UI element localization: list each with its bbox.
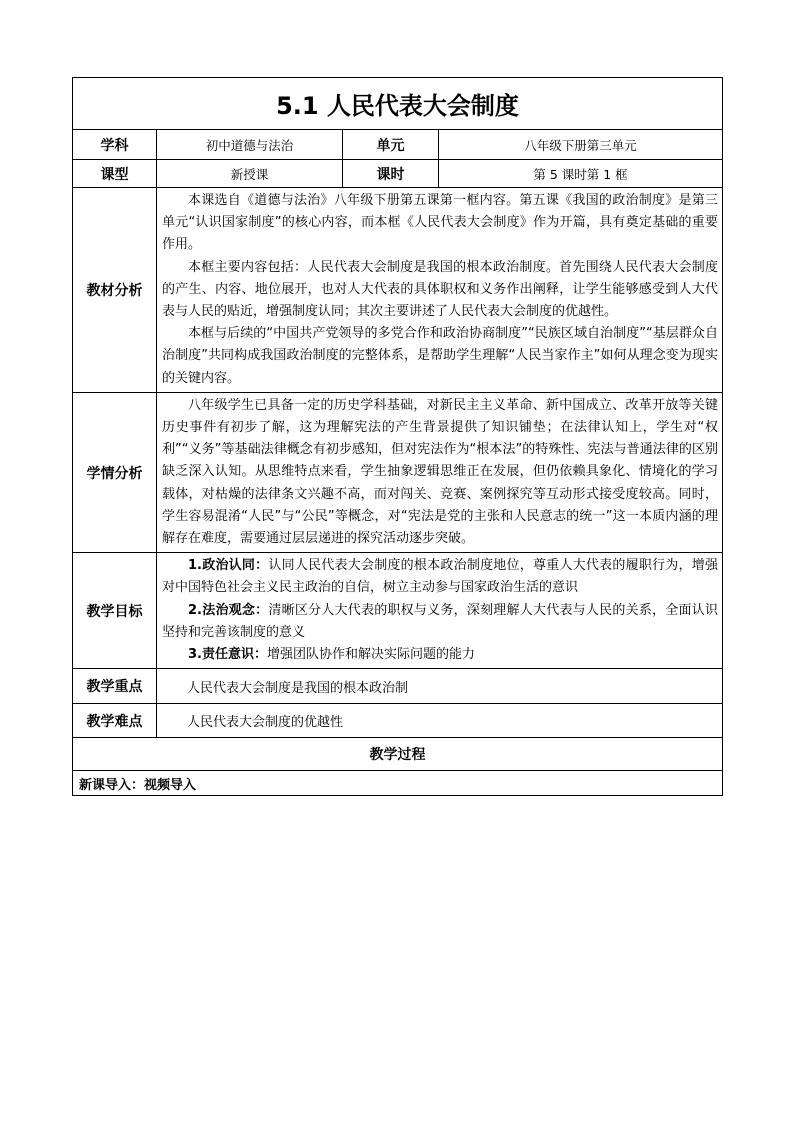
teaching-process-heading: 教学过程	[73, 738, 723, 771]
textbook-paragraph: 本框与后续的“中国共产党领导的多党合作和政治协商制度”“民族区域自治制度”“基层群众自治制度”共同构成我国政治制度的完整体系，是帮助学生理解“人民当家作主”如何从理念变为现实的关键内容。	[162, 326, 718, 386]
student-analysis-content	[157, 392, 723, 552]
lesson-intro: 新课导入：视频导入	[73, 771, 723, 796]
student-paragraph: 八年级学生已具备一定的历史学科基础，对新民主主义革命、新中国成立、改革开放等关键历史事件有初步了解，这为理解宪法的产生背景提供了知识铺垫；在法律认知上，学生对“权利”“义务”等基础法律概念有初步感知，但对宪法作为“根本法”的特殊性、宪法与普通法律的区别缺乏深入认知。从思维特点来看，学生抽象逻辑思维正在发展，但仍依赖具象化、情境化的学习载体，对枯燥的法律条文兴趣不高，而对闯关、竞赛、案例探究等互动形式接受度较高。同时，学生容易混淆“人民”与“公民”等概念，对“宪法是党的主张和人民意志的统一”这一本质内涵的理解存在难度，需要通过层层递进的探究活动逐步突破。	[162, 397, 718, 547]
goal-lead: 3.责任意识：	[188, 647, 267, 663]
type-value: 新授课	[157, 160, 343, 188]
difficulty-label: 教学难点	[73, 704, 157, 738]
unit-label: 单元	[343, 130, 439, 160]
unit-value: 八年级下册第三单元	[439, 130, 723, 160]
type-label: 课型	[73, 160, 157, 188]
teaching-goals-content	[157, 553, 723, 669]
student-analysis-label: 学情分析	[73, 392, 157, 552]
goal-item	[162, 555, 718, 599]
goal-item	[162, 644, 718, 666]
goal-text: 认同人民代表大会制度的根本政治制度地位，尊重人大代表的履职行为，增强对中国特色社会主义民主政治的自信，树立主动参与国家政治生活的意识	[162, 558, 718, 596]
textbook-analysis-content	[157, 188, 723, 393]
subject-value: 初中道德与法治	[157, 130, 343, 160]
key-point-label: 教学重点	[73, 669, 157, 704]
page-title: 5.1 人民代表大会制度	[73, 78, 723, 130]
goal-lead: 1.政治认同：	[188, 558, 269, 574]
goal-text: 增强团队协作和解决实际问题的能力	[266, 647, 475, 663]
key-point-text: 人民代表大会制度是我国的根本政治制	[157, 669, 723, 704]
goal-item	[162, 600, 718, 644]
period-value: 第 5 课时第 1 框	[439, 160, 723, 188]
subject-label: 学科	[73, 130, 157, 160]
teaching-goals-label: 教学目标	[73, 553, 157, 669]
goal-text: 清晰区分人大代表的职权与义务，深刻理解人大代表与人民的关系，全面认识坚持和完善该制度的意义	[162, 602, 718, 640]
textbook-analysis-label: 教材分析	[73, 188, 157, 393]
lesson-plan-table	[72, 77, 723, 796]
goal-lead: 2.法治观念：	[188, 602, 269, 618]
period-label: 课时	[343, 160, 439, 188]
textbook-paragraph: 本课选自《道德与法治》八年级下册第五课第一框内容。第五课《我国的政治制度》是第三单元“认识国家制度”的核心内容，而本框《人民代表大会制度》作为开篇，具有奠定基础的重要作用。	[162, 193, 718, 253]
difficulty-text: 人民代表大会制度的优越性	[157, 704, 723, 738]
textbook-paragraph: 本框主要内容包括：人民代表大会制度是我国的根本政治制度。首先围绕人民代表大会制度的产生、内容、地位展开，也对人大代表的具体职权和义务作出阐释，让学生能够感受到人大代表与人民的贴近，增强制度认同；其次主要讲述了人民代表大会制度的优越性。	[162, 259, 718, 320]
